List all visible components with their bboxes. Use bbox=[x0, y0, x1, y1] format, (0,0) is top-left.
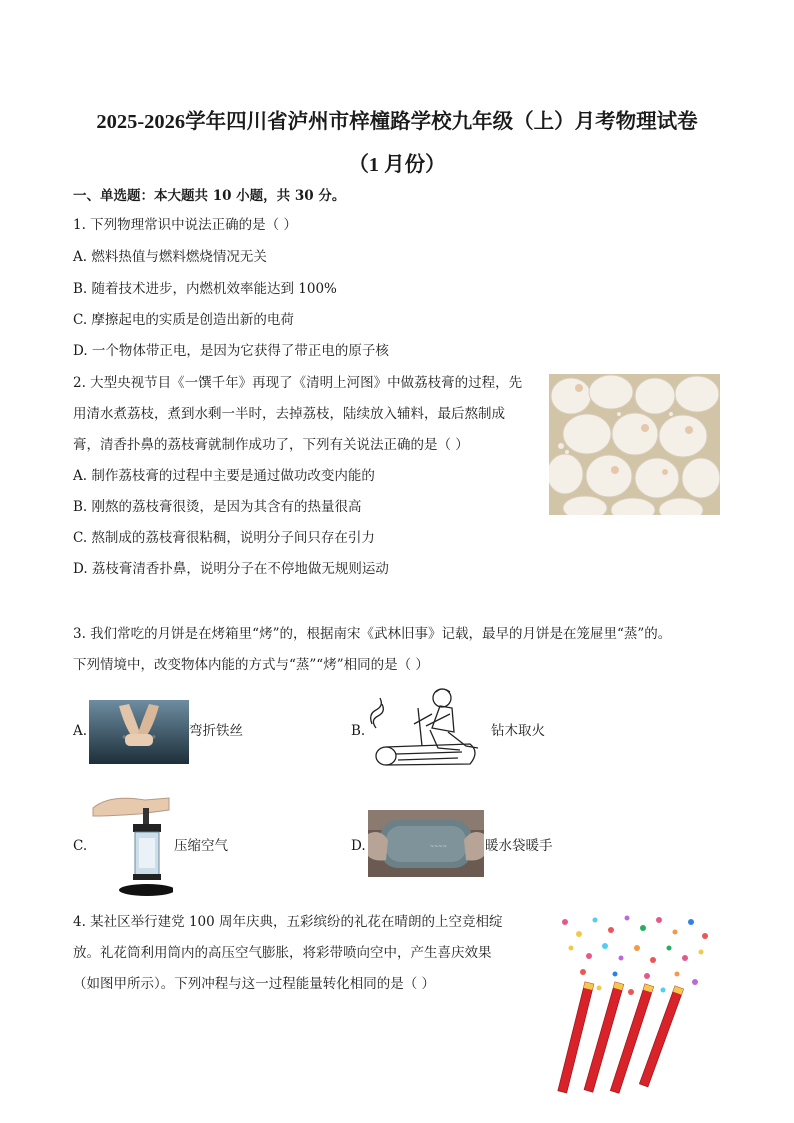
q3-option-c-text: 压缩空气 bbox=[174, 838, 228, 854]
q4-stem-line1: 4. 某社区举行建党 100 周年庆典，五彩缤纷的礼花在晴朗的上空竞相绽 bbox=[73, 914, 503, 930]
q4-stem-line2: 放。礼花筒利用筒内的高压空气膨胀，将彩带喷向空中，产生喜庆效果 bbox=[73, 945, 492, 961]
q2-option-c: C. 熬制成的荔枝膏很粘稠，说明分子间只存在引力 bbox=[73, 530, 375, 546]
q2-option-d: D. 荔枝膏清香扑鼻，说明分子在不停地做无规则运动 bbox=[73, 561, 389, 577]
q3-option-d-letter: D. bbox=[351, 838, 366, 854]
q3-option-b-text: 钻木取火 bbox=[491, 723, 545, 739]
hot-water-bag-image bbox=[368, 810, 484, 877]
q2-option-a: A. 制作荔枝膏的过程中主要是通过做功改变内能的 bbox=[73, 468, 375, 484]
bending-wire-image bbox=[89, 700, 189, 764]
q2-stem-line2: 用清水煮荔枝，煮到水剩一半时，去掉荔枝，陆续放入辅料，最后熬制成 bbox=[73, 406, 505, 422]
q2-stem-line1: 2. 大型央视节目《一馔千年》再现了《清明上河图》中做荔枝膏的过程，先 bbox=[73, 375, 523, 391]
confetti-cannon-image bbox=[545, 912, 719, 1097]
q3-option-a-text: 弯折铁丝 bbox=[189, 723, 243, 739]
exam-subtitle: （1 月份） bbox=[348, 154, 446, 176]
q3-option-c-letter: C. bbox=[73, 838, 88, 854]
drill-wood-fire-image bbox=[366, 684, 490, 773]
q3-option-b-letter: B. bbox=[351, 723, 366, 739]
q3-option-d-text: 暖水袋暖手 bbox=[485, 838, 553, 854]
compress-air-image bbox=[89, 790, 173, 898]
q3-option-a-letter: A. bbox=[73, 723, 88, 739]
q1-option-a: A. 燃料热值与燃料燃烧情况无关 bbox=[73, 249, 267, 265]
q2-option-b: B. 刚熬的荔枝膏很烫，是因为其含有的热量很高 bbox=[73, 499, 362, 515]
q1-stem: 1. 下列物理常识中说法正确的是（ ） bbox=[73, 217, 297, 233]
q3-stem-line2: 下列情境中，改变物体内能的方式与“蒸”“烤”相同的是（ ） bbox=[73, 657, 429, 673]
q1-option-b: B. 随着技术进步，内燃机效率能达到 100% bbox=[73, 281, 337, 297]
section-header: 一、单选题：本大题共 10 小题，共 30 分。 bbox=[73, 188, 346, 204]
svg-text:~~~~: ~~~~ bbox=[430, 844, 447, 850]
q1-option-c: C. 摩擦起电的实质是创造出新的电荷 bbox=[73, 312, 294, 328]
q2-stem-line3: 膏，清香扑鼻的荔枝膏就制作成功了，下列有关说法正确的是（ ） bbox=[73, 437, 469, 453]
q1-option-d: D. 一个物体带正电，是因为它获得了带正电的原子核 bbox=[73, 343, 389, 359]
q4-stem-line3: （如图甲所示）。下列冲程与这一过程能量转化相同的是（ ） bbox=[73, 976, 436, 992]
lychee-paste-image bbox=[549, 374, 720, 515]
exam-title: 2025-2026学年四川省泸州市梓橦路学校九年级（上）月考物理试卷 bbox=[96, 111, 698, 133]
q3-stem-line1: 3. 我们常吃的月饼是在烤箱里“烤”的，根据南宋《武林旧事》记载，最早的月饼是在笼屉里“蒸”的。 bbox=[73, 626, 672, 642]
